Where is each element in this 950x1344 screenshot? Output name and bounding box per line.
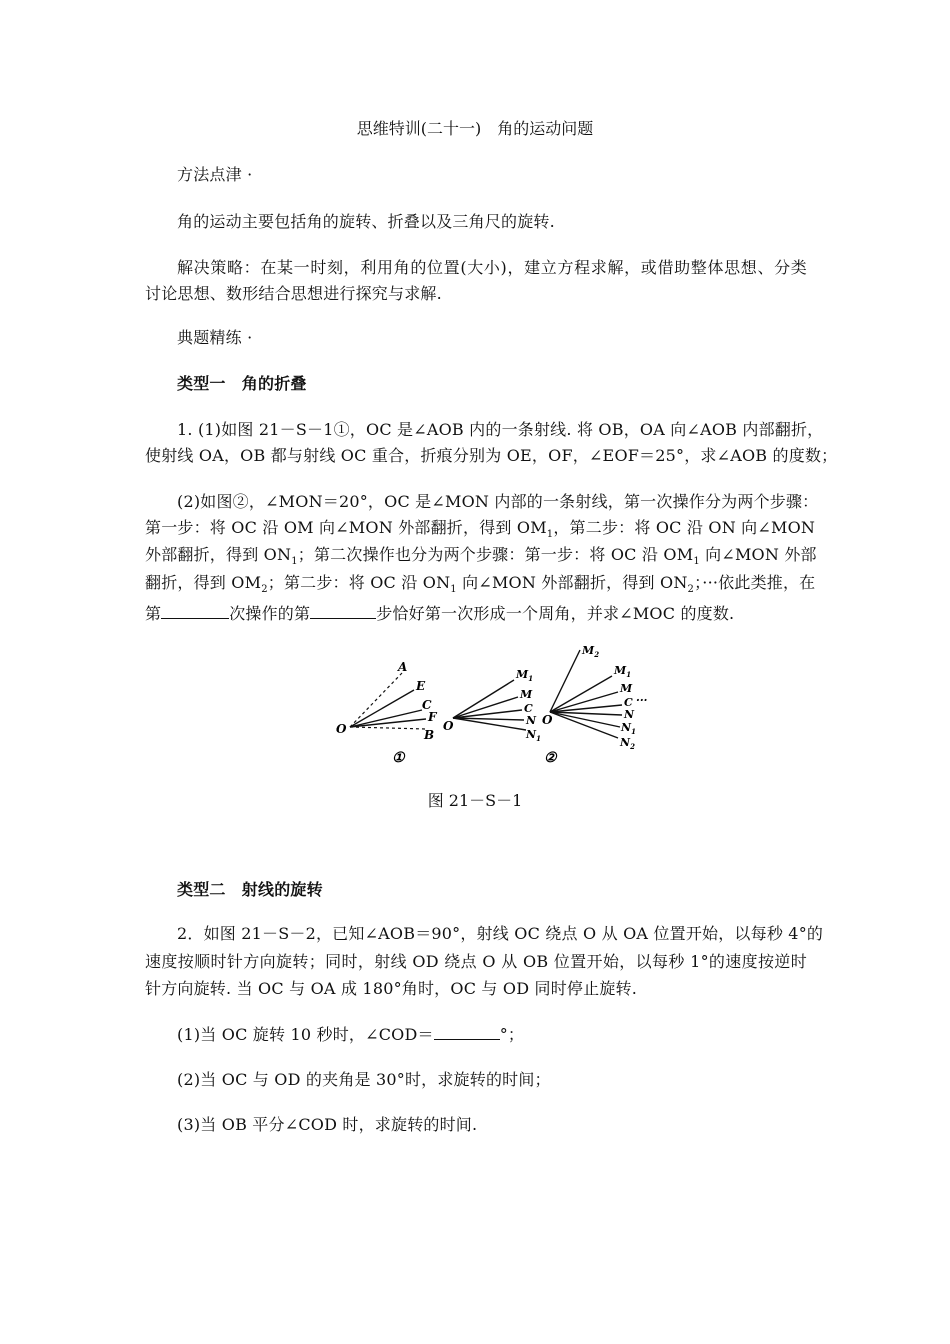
problem2-question1 [177,1023,807,1047]
label-b: B [424,728,435,742]
label-n1: $N_1$ [526,728,541,743]
problem2-question2: (2)当 OC 与 OD 的夹角是 30°时，求旋转的时间； [177,1070,551,1089]
answer-blank-angle[interactable] [434,1023,500,1040]
figure-2-fold-stage-1 [443,668,541,743]
label-m2: $M_2$ [582,644,600,659]
type1-heading: 类型一 角的折叠 [177,374,307,393]
label-a: A [398,660,408,674]
label-n: N [526,714,537,727]
label-c: C [624,696,633,709]
problem1-line3: (2)如图②，∠MON＝20°，OC 是∠MON 内部的一条射线，第一次操作分为两个步骤： [177,492,819,511]
problem1-line6-part-c: 向∠MON 外部翻折，得到 ON [456,573,688,592]
method-line-1: 角的运动主要包括角的旋转、折叠以及三角尺的旋转. [177,212,555,231]
problem1-line5 [145,543,817,568]
ray-oa [350,673,402,727]
label-ellipsis: ··· [636,694,648,707]
page-title: 思维特训(二十一) 角的运动问题 [356,119,594,138]
label-c: C [422,698,432,712]
subscript-1: 1 [546,529,554,541]
figure-2-fold-stage-2 [542,644,648,766]
subscript-2: 2 [261,584,268,596]
problem1-line7-part-c: 步恰好第一次形成一个周角，并求∠MOC 的度数. [376,604,735,623]
problem1-line2: 使射线 OA，OB 都与射线 OC 重合，折痕分别为 OE，OF，∠EOF＝25°，求∠AOB 的度数； [145,446,838,465]
label-o: O [542,713,553,727]
problem1-line5-part-a: 外部翻折，得到 ON [145,545,292,564]
label-m1: $M_1$ [614,664,632,679]
method-line-2b: 讨论思想、数形结合思想进行探究与求解. [145,284,442,303]
subscript-1: 1 [450,584,457,596]
label-m1: $M_1$ [516,668,534,683]
label-f: F [428,710,437,724]
problem1-line4 [145,516,816,541]
question1-unit: °； [499,1025,525,1044]
problem1-line6-part-b: ；第二步：将 OC 沿 ON [267,573,451,592]
ray-oc [350,710,422,727]
answer-blank-step[interactable] [310,602,376,619]
label-n: N [624,708,635,721]
problem1-line1: 1. (1)如图 21－S－1①，OC 是∠AOB 内的一条射线. 将 OB，OA 向∠AOB 内部翻折， [177,420,824,439]
method-heading: 方法点津 · [177,165,253,184]
problem1-line7-part-a: 第 [145,604,162,623]
problem1-line7 [145,602,807,626]
subscript-1: 1 [693,556,700,568]
label-c: C [524,702,533,715]
label-m: M [520,688,533,701]
label-circle-2: ② [544,750,557,766]
figure-21-s-1 [330,640,660,770]
examples-heading: 典题精练 · [177,328,253,347]
problem1-line6-part-d: ；···依此类推，在 [694,573,816,592]
label-n2: $N_2$ [620,736,635,751]
ray-ob [350,727,426,729]
problem1-line7-part-b: 次操作的第 [229,604,311,623]
problem1-line6-part-a: 翻折，得到 OM [145,573,262,592]
problem1-line4-part-a: 第一步：将 OC 沿 OM 向∠MON 外部翻折，得到 OM [145,518,547,537]
method-line-2a: 解决策略：在某一时刻，利用角的位置(大小)，建立方程求解，或借助整体思想、分类 [177,258,807,277]
answer-blank-operation[interactable] [161,602,229,619]
label-m: M [620,682,633,695]
label-n1: $N_1$ [621,721,636,736]
problem1-line4-part-b: ，第二步：将 OC 沿 ON 向∠MON [553,518,816,537]
label-o: O [336,722,347,736]
problem1-line5-part-c: 向∠MON 外部 [699,545,817,564]
problem2-line1: 2．如图 21－S－2，已知∠AOB＝90°，射线 OC 绕点 O 从 OA 位置开始，以每秒 4°的 [177,924,824,943]
figure-1-fold-angle [336,660,438,766]
figure-caption: 图 21－S－1 [427,791,523,810]
label-e: E [416,679,426,693]
problem2-line2: 速度按顺时针方向旋转；同时，射线 OD 绕点 O 从 OB 位置开始，以每秒 1°的速度按逆时 [145,952,807,971]
label-o: O [443,719,454,733]
question1-text: (1)当 OC 旋转 10 秒时，∠COD＝ [177,1025,434,1044]
label-circle-1: ① [392,750,405,766]
problem2-line3: 针方向旋转. 当 OC 与 OA 成 180°角时，OC 与 OD 同时停止旋转. [145,979,638,998]
type2-heading: 类型二 射线的旋转 [177,880,323,899]
subscript-1: 1 [291,556,298,568]
problem1-line6 [145,571,816,596]
problem2-question3: (3)当 OB 平分∠COD 时，求旋转的时间. [177,1115,478,1134]
problem1-line5-part-b: ；第二次操作也分为两个步骤：第一步：将 OC 沿 OM [297,545,694,564]
subscript-2: 2 [687,584,695,596]
